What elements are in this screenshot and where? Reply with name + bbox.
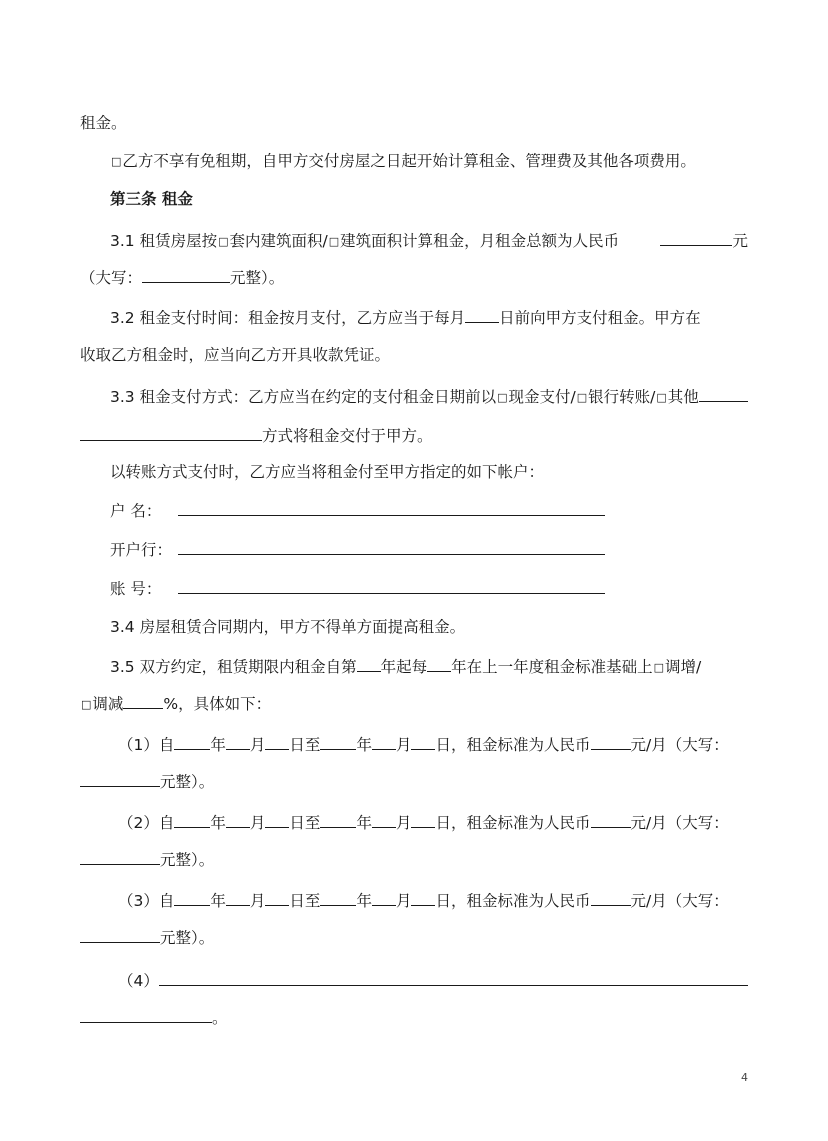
to-day-field[interactable] [411, 810, 435, 828]
other-method-field-2[interactable] [80, 423, 262, 441]
period-row: （2） 自 年 月 日至 年 月 日 ，租金标准为人民币 元/月（大写： [118, 810, 748, 834]
clause-3-2-cont: 收取乙方租金时，应当向乙方开具收款凭证。 [80, 346, 391, 364]
monthly-rent-field[interactable] [660, 228, 732, 246]
from-day-field[interactable] [265, 810, 289, 828]
period-rent-field[interactable] [591, 810, 631, 828]
text: 乙方不享有免租期，自甲方交付房屋之日起开始计算租金、管理费及其他各项费用。 [122, 152, 696, 170]
item-4-cont: 。 [80, 1005, 748, 1029]
checkbox-icon[interactable]: □ [81, 698, 92, 711]
clause-3-3: 3.3 租金支付方式：乙方应当在约定的支付租金日期前以 □ 现金支付/ □ 银行转账/ □ 其他 [110, 384, 748, 408]
page-number: 4 [741, 1071, 748, 1084]
adjust-percent-field[interactable] [123, 691, 163, 709]
clause-3-4: 3.4 房屋租赁合同期内，甲方不得单方面提高租金。 [110, 618, 466, 636]
account-number-field[interactable] [178, 576, 605, 594]
checkbox-icon[interactable]: □ [218, 235, 229, 248]
from-month-field[interactable] [226, 732, 250, 750]
period-rent-words-field[interactable] [80, 769, 160, 787]
checkbox-icon[interactable]: □ [111, 155, 122, 168]
from-year-field[interactable] [174, 810, 210, 828]
other-method-field[interactable] [699, 384, 748, 402]
account-bank-row: 开户行： [110, 537, 748, 561]
period-rent-words-field[interactable] [80, 925, 160, 943]
account-name-row: 户 名： [110, 498, 748, 522]
rent-in-words-field[interactable] [142, 265, 230, 283]
from-day-field[interactable] [265, 732, 289, 750]
period-rent-field[interactable] [591, 732, 631, 750]
checkbox-icon[interactable]: □ [656, 391, 667, 404]
to-month-field[interactable] [372, 732, 396, 750]
paragraph-no-free-rent [110, 149, 748, 173]
clause-3-5: 3.5 双方约定，租赁期限内租金自第 年起每 年在上一年度租金标准基础上 □ 调增/ [110, 654, 748, 678]
period-row-cont: 元整）。 [80, 769, 748, 793]
period-row: （3） 自 年 月 日至 年 月 日 ，租金标准为人民币 元/月（大写： [118, 888, 748, 912]
checkbox-icon[interactable]: □ [328, 235, 340, 248]
period-row: （1） 自 年 月 日至 年 月 日 ，租金标准为人民币 元/月（大写： [118, 732, 748, 756]
clause-3-1: 3.1 租赁房屋按 □ 套内建筑面积/ □ 建筑面积计算租金，月租金总额为人民币 元 [110, 228, 748, 252]
transfer-intro: 以转账方式支付时，乙方应当将租金付至甲方指定的如下帐户： [110, 463, 545, 481]
item-4-field[interactable] [159, 968, 748, 986]
every-years-field[interactable] [427, 654, 451, 672]
bank-field[interactable] [178, 537, 605, 555]
account-number-row: 账 号： [110, 576, 748, 600]
from-month-field[interactable] [226, 810, 250, 828]
from-year-field[interactable] [174, 732, 210, 750]
to-year-field[interactable] [320, 732, 356, 750]
period-row-cont: 元整）。 [80, 925, 748, 949]
to-month-field[interactable] [372, 888, 396, 906]
period-rent-field[interactable] [591, 888, 631, 906]
account-name-field[interactable] [178, 498, 605, 516]
text: 租金。 [80, 114, 127, 132]
period-rent-words-field[interactable] [80, 847, 160, 865]
from-month-field[interactable] [226, 888, 250, 906]
item-4: （4） [118, 968, 748, 992]
item-4-field-2[interactable] [80, 1005, 212, 1023]
to-year-field[interactable] [320, 810, 356, 828]
paragraph-rent-end [80, 111, 748, 135]
clause-3-5-cont: □ 调减 %，具体如下： [80, 691, 748, 715]
from-day-field[interactable] [265, 888, 289, 906]
checkbox-icon[interactable]: □ [576, 391, 588, 404]
clause-3-2: 3.2 租金支付时间：租金按月支付，乙方应当于每月 日前向甲方支付租金。甲方在 [110, 305, 748, 329]
checkbox-icon[interactable]: □ [653, 661, 665, 674]
to-year-field[interactable] [320, 888, 356, 906]
clause-3-1-cont: （大写： 元整）。 [80, 265, 748, 289]
from-year-field[interactable] [174, 888, 210, 906]
article-3-title: 第三条 租金 [110, 190, 193, 208]
checkbox-icon[interactable]: □ [497, 391, 508, 404]
clause-3-3-cont: 方式将租金交付于甲方。 [80, 423, 748, 447]
pay-day-field[interactable] [465, 305, 499, 323]
to-month-field[interactable] [372, 810, 396, 828]
to-day-field[interactable] [411, 732, 435, 750]
start-year-field[interactable] [357, 654, 381, 672]
period-row-cont: 元整）。 [80, 847, 748, 871]
to-day-field[interactable] [411, 888, 435, 906]
